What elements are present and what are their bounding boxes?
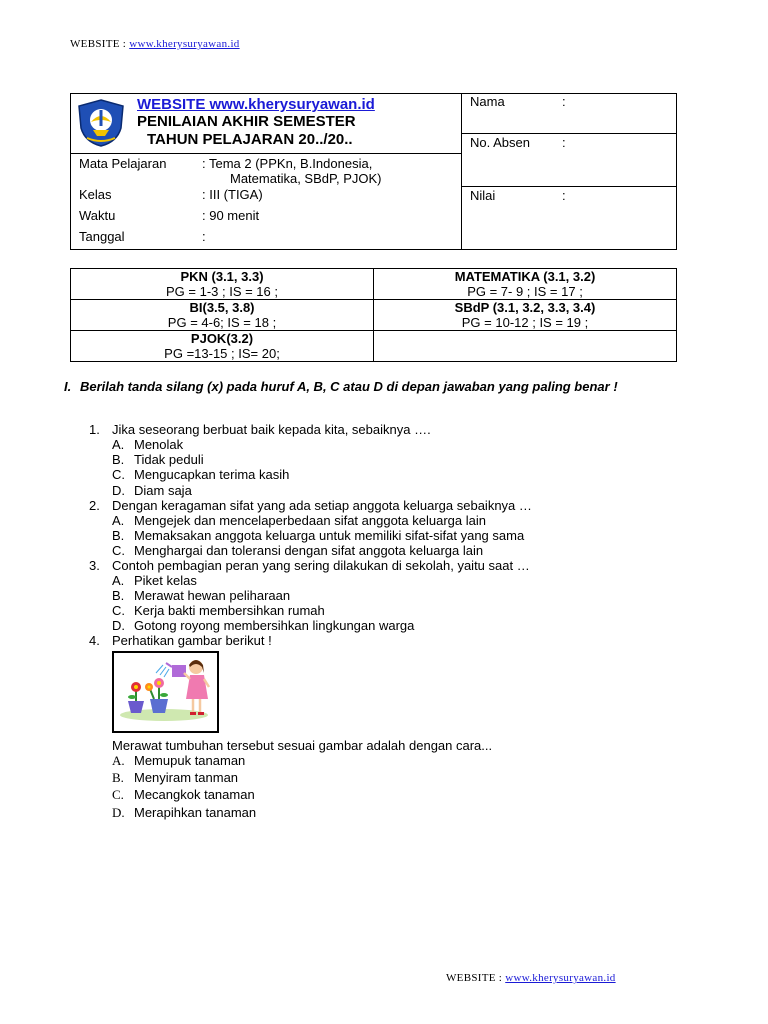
option-text: Mecangkok tanaman	[134, 787, 255, 802]
option-letter[interactable]: C.	[112, 603, 125, 618]
option-letter[interactable]: B.	[112, 770, 124, 785]
girl-watering-flowers-picture	[112, 651, 219, 733]
exam-title-cell	[71, 94, 462, 154]
option-letter[interactable]: C.	[112, 467, 125, 482]
option-text: Kerja bakti membersihkan rumah	[134, 603, 325, 618]
question-text: Jika seseorang berbuat baik kepada kita, sebaiknya ….	[112, 422, 431, 437]
question-number: 1.	[89, 422, 100, 437]
absen-colon: :	[562, 135, 566, 150]
option-letter[interactable]: B.	[112, 588, 125, 603]
time-value: : 90 menit	[202, 208, 260, 223]
score-label: Nilai	[470, 188, 496, 203]
question-text: Dengan keragaman sifat yang ada setiap anggota keluarga sebaiknya …	[112, 498, 532, 513]
table-cell	[374, 300, 677, 331]
class-label: Kelas	[79, 187, 112, 202]
date-label: Tanggal	[79, 229, 125, 244]
header-website-link[interactable]: WEBSITE www.kherysuryawan.id	[137, 96, 375, 113]
date-value: :	[202, 229, 206, 244]
cell-title: PKN (3.1, 3.3)	[180, 269, 264, 284]
cell-detail: PG = 4-6; IS = 18 ;	[167, 315, 277, 330]
bottom-website-link[interactable]: www.kherysuryawan.id	[505, 972, 616, 984]
absen-row	[462, 134, 676, 187]
option-letter[interactable]: A.	[112, 437, 125, 452]
name-colon: :	[562, 94, 566, 109]
absen-label: No. Absen	[470, 135, 530, 150]
option-text: Diam saja	[134, 483, 192, 498]
option-letter[interactable]: A.	[112, 513, 125, 528]
option-text: Memaksakan anggota keluarga untuk memiliki sifat-sifat yang sama	[134, 528, 525, 543]
option-letter[interactable]: C.	[112, 543, 125, 558]
table-row	[71, 300, 677, 331]
cell-detail: PG = 10-12 ; IS = 19 ;	[461, 315, 589, 330]
subject-label: Mata Pelajaran	[79, 156, 167, 171]
option-text: Gotong royong membersihkan lingkungan warga	[134, 618, 415, 633]
option-text: Tidak peduli	[134, 452, 204, 467]
option-text: Memupuk tanaman	[134, 753, 246, 768]
option-letter[interactable]: B.	[112, 528, 125, 543]
girl-watering-flowers-icon	[114, 653, 217, 731]
option-text: Menolak	[134, 437, 184, 452]
option-letter[interactable]: C.	[112, 787, 124, 802]
exam-info-cell	[71, 154, 462, 249]
option-letter[interactable]: A.	[112, 753, 125, 768]
cell-detail: PG = 7- 9 ; IS = 17 ;	[467, 284, 583, 299]
question-followup: Merawat tumbuhan tersebut sesuai gambar adalah dengan cara...	[112, 738, 493, 753]
school-logo-icon	[75, 98, 127, 148]
table-cell	[374, 269, 677, 300]
option-text: Mengejek dan mencelaperbedaan sifat anggota keluarga lain	[134, 513, 486, 528]
subject-value-continued: Matematika, SBdP, PJOK)	[230, 171, 382, 186]
class-value: : III (TIGA)	[202, 187, 263, 202]
cell-detail: PG =13-15 ; IS= 20;	[164, 346, 280, 361]
table-cell	[71, 300, 374, 331]
competency-table	[70, 268, 677, 362]
score-colon: :	[562, 188, 566, 203]
table-cell	[71, 269, 374, 300]
option-text: Menyiram tanman	[134, 770, 239, 785]
student-identity-cell	[462, 94, 676, 249]
top-website-line	[70, 38, 240, 50]
subject-value: : Tema 2 (PPKn, B.Indonesia,	[202, 156, 373, 171]
question-text: Perhatikan gambar berikut !	[112, 633, 272, 648]
option-text: Merapihkan tanaman	[134, 805, 257, 820]
time-label: Waktu	[79, 208, 116, 223]
option-letter[interactable]: B.	[112, 452, 125, 467]
cell-detail: PG = 1-3 ; IS = 16 ;	[165, 284, 278, 299]
option-letter[interactable]: D.	[112, 618, 125, 633]
question-number: 2.	[89, 498, 100, 513]
score-row	[462, 187, 676, 249]
cell-title: PJOK(3.2)	[190, 331, 254, 346]
question-number: 4.	[89, 633, 100, 648]
top-website-link[interactable]: www.kherysuryawan.id	[129, 38, 240, 50]
question-text: Contoh pembagian peran yang sering dilakukan di sekolah, yaitu saat …	[112, 558, 530, 573]
option-text: Merawat hewan peliharaan	[134, 588, 291, 603]
bottom-website-line	[446, 972, 616, 984]
option-letter[interactable]: A.	[112, 573, 125, 588]
option-text: Mengucapkan terima kasih	[134, 467, 290, 482]
name-label: Nama	[470, 94, 505, 109]
table-cell	[71, 331, 374, 362]
cell-title: MATEMATIKA (3.1, 3.2)	[454, 269, 596, 284]
question-number: 3.	[89, 558, 100, 573]
table-cell	[374, 331, 677, 362]
option-text: Piket kelas	[134, 573, 197, 588]
section-number: I.	[64, 379, 72, 394]
school-year: TAHUN PELAJARAN 20../20..	[147, 131, 353, 148]
table-row	[71, 269, 677, 300]
name-row	[462, 94, 676, 134]
cell-title: SBdP (3.1, 3.2, 3.3, 3.4)	[454, 300, 596, 315]
cell-title: BI(3.5, 3.8)	[189, 300, 255, 315]
table-row	[71, 331, 677, 362]
top-website-label: WEBSITE :	[70, 38, 127, 50]
bottom-website-label: WEBSITE :	[446, 972, 503, 984]
option-text: Menghargai dan toleransi dengan sifat anggota keluarga lain	[134, 543, 484, 558]
exam-header-box	[70, 93, 677, 250]
option-letter[interactable]: D.	[112, 483, 125, 498]
instruction-text: Berilah tanda silang (x) pada huruf A, B, C atau D di depan jawaban yang paling benar !	[80, 379, 618, 394]
exam-title: PENILAIAN AKHIR SEMESTER	[137, 113, 356, 130]
option-letter[interactable]: D.	[112, 805, 125, 820]
